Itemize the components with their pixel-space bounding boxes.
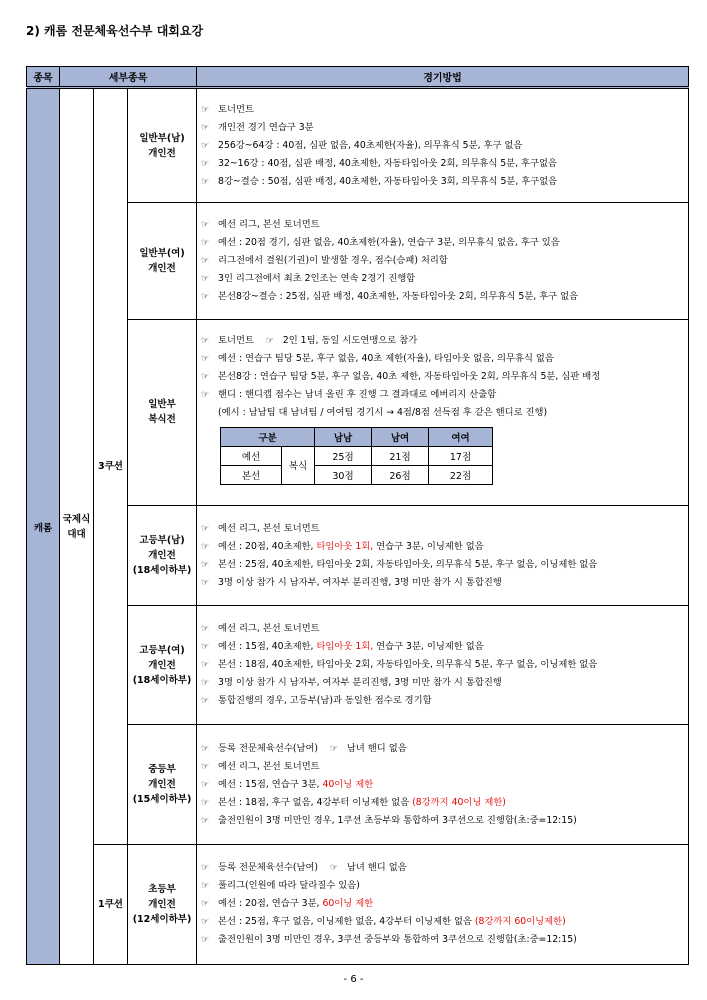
pointing-hand-icon: ☞ <box>201 559 210 570</box>
category-cell: 초등부 개인전 (12세이하부) <box>128 844 197 964</box>
list-item: ☞ 본선 : 25점, 후구 없음, 이닝제한 없음, 4강부터 이닝제한 없음 (8강까지 60이닝제한) <box>201 913 688 931</box>
method-cell <box>197 725 689 844</box>
list-item: ☞ 3인 리그전에서 최초 2인조는 연속 2경기 진행함 <box>201 270 688 288</box>
page-number: - 6 - <box>343 974 364 985</box>
pointing-hand-icon: ☞ <box>329 863 338 874</box>
pointing-hand-icon: ☞ <box>201 237 210 248</box>
list-item: ☞ 토너먼트 ☞ 2인 1팀, 동일 시도연맹으로 참가 <box>201 332 688 350</box>
handicap-value: 25점 <box>315 446 372 465</box>
list-item: ☞ 256강~64강 : 40점, 심판 없음, 40초제한(자율), 의무휴식 5분, 후구 없음 <box>201 137 688 155</box>
pointing-hand-icon: ☞ <box>265 335 274 346</box>
pointing-hand-icon: ☞ <box>201 917 210 928</box>
pointing-hand-icon: ☞ <box>201 219 210 230</box>
list-item: ☞ 예선 : 15점, 40초제한, 타임아웃 1회, 연습구 3분, 이닝제한 없음 <box>201 638 688 656</box>
handicap-value: 17점 <box>429 446 493 465</box>
pointing-hand-icon: ☞ <box>201 335 210 346</box>
list-item: ☞ 핸디 : 핸디캡 점수는 남녀 올린 후 진행 그 결과대로 에버리지 산출함 <box>201 386 688 404</box>
list-item: ☞ 출전인원이 3명 미만인 경우, 3쿠션 중등부와 통합하여 3쿠션으로 진행함(초:중=12:15) <box>201 931 688 949</box>
pointing-hand-icon: ☞ <box>201 353 210 364</box>
list-item: ☞ 개인전 경기 연습구 3분 <box>201 119 688 137</box>
list-item: ☞ 예선 리그, 본선 토너먼트 <box>201 758 688 776</box>
division-cell: 국제식 대대 <box>60 88 94 965</box>
list-item: ☞ 32~16강 : 40점, 심판 배정, 40초제한, 자동타임아웃 2회, 의무휴식 5분, 후구없음 <box>201 155 688 173</box>
pointing-hand-icon: ☞ <box>201 140 210 151</box>
pointing-hand-icon: ☞ <box>201 624 210 635</box>
method-cell <box>197 88 689 203</box>
handicap-value: 26점 <box>372 465 429 484</box>
category-cell: 고등부(남) 개인전 (18세이하부) <box>128 505 197 605</box>
pointing-hand-icon: ☞ <box>329 743 338 754</box>
table-header-row <box>27 67 689 88</box>
handicap-row-label: 본선 <box>221 465 282 484</box>
pointing-hand-icon: ☞ <box>201 863 210 874</box>
list-item: (예시 : 남남팀 대 남녀팀 / 여여팀 경기시 → 4점/8점 선득점 후 같은 핸디로 진행) <box>218 406 548 418</box>
list-item: ☞ 예선 : 20점 경기, 심판 없음, 40초제한(자율), 연습구 3분, 의무휴식 없음, 후구 있음 <box>201 234 688 252</box>
pointing-hand-icon: ☞ <box>201 104 210 115</box>
list-item: ☞ 예선 리그, 본선 토너먼트 <box>201 520 688 538</box>
sport-cell: 캐롬 <box>27 88 60 965</box>
header-subevent: 세부종목 <box>60 67 197 88</box>
pointing-hand-icon: ☞ <box>201 389 210 400</box>
pointing-hand-icon: ☞ <box>201 577 210 588</box>
table-row <box>27 844 689 964</box>
header-method: 경기방법 <box>197 67 689 88</box>
pointing-hand-icon: ☞ <box>201 541 210 552</box>
handicap-table <box>220 427 493 485</box>
handicap-value: 22점 <box>429 465 493 484</box>
list-item: ☞ 통합진행의 경우, 고등부(남)과 동일한 점수로 경기함 <box>201 692 688 710</box>
pointing-hand-icon: ☞ <box>201 678 210 689</box>
list-item: ☞ 예선 : 20점, 40초제한, 타임아웃 1회, 연습구 3분, 이닝제한 없음 <box>201 538 688 556</box>
handicap-value: 30점 <box>315 465 372 484</box>
pointing-hand-icon: ☞ <box>201 935 210 946</box>
category-cell: 일반부(여) 개인전 <box>128 203 197 319</box>
pointing-hand-icon: ☞ <box>201 122 210 133</box>
competition-rules-table <box>26 66 689 965</box>
method-cell <box>197 319 689 505</box>
pointing-hand-icon: ☞ <box>201 743 210 754</box>
page-title: 2) 캐롬 전문체육선수부 대회요강 <box>26 24 204 38</box>
pointing-hand-icon: ☞ <box>201 779 210 790</box>
list-item: ☞ 본선 : 25점, 40초제한, 타임아웃 2회, 자동타임아웃, 의무휴식 5분, 후구 없음, 이닝제한 없음 <box>201 556 688 574</box>
pointing-hand-icon: ☞ <box>201 523 210 534</box>
pointing-hand-icon: ☞ <box>201 273 210 284</box>
list-item: ☞ 토너먼트 <box>201 101 688 119</box>
list-item: ☞ 리그전에서 결원(기권)이 발생할 경우, 점수(승패) 처리함 <box>201 252 688 270</box>
cushion1-cell: 1쿠션 <box>94 844 128 964</box>
list-item: ☞ 예선 리그, 본선 토너먼트 <box>201 620 688 638</box>
list-item: ☞ 예선 : 15점, 연습구 3분, 40이닝 제한 <box>201 776 688 794</box>
pointing-hand-icon: ☞ <box>201 881 210 892</box>
pointing-hand-icon: ☞ <box>201 255 210 266</box>
category-cell: 일반부(남) 개인전 <box>128 88 197 203</box>
list-item: ☞ 출전인원이 3명 미만인 경우, 1쿠션 초등부와 통합하여 3쿠션으로 진행함(초:중=12:15) <box>201 812 688 830</box>
pointing-hand-icon: ☞ <box>201 761 210 772</box>
pointing-hand-icon: ☞ <box>201 371 210 382</box>
handicap-header: 여여 <box>429 427 493 446</box>
header-sport: 종목 <box>27 67 60 88</box>
handicap-row-label: 예선 <box>221 446 282 465</box>
list-item: ☞ 3명 이상 참가 시 남자부, 여자부 분리진행, 3명 미만 참가 시 통합진행 <box>201 574 688 592</box>
list-item: ☞ 예선 : 20점, 연습구 3분, 60이닝 제한 <box>201 895 688 913</box>
list-item: ☞ 예선 리그, 본선 토너먼트 <box>201 216 688 234</box>
pointing-hand-icon: ☞ <box>201 899 210 910</box>
table-row <box>27 88 689 203</box>
list-item: ☞ 본선8강~결승 : 25점, 심판 배정, 40초제한, 자동타임아웃 2회, 의무휴식 5분, 후구 없음 <box>201 288 688 306</box>
pointing-hand-icon: ☞ <box>201 291 210 302</box>
list-item: ☞ 등록 전문체육선수(남여) ☞ 남녀 핸디 없음 <box>201 859 688 877</box>
list-item: ☞ 3명 이상 참가 시 남자부, 여자부 분리진행, 3명 미만 참가 시 통합진행 <box>201 674 688 692</box>
list-item: ☞ 풀리그(인원에 따라 달라질수 있음) <box>201 877 688 895</box>
method-cell <box>197 606 689 725</box>
handicap-header: 남남 <box>315 427 372 446</box>
method-cell <box>197 844 689 964</box>
pointing-hand-icon: ☞ <box>201 797 210 808</box>
handicap-header: 구분 <box>221 427 315 446</box>
list-item: ☞ 등록 전문체육선수(남여) ☞ 남녀 핸디 없음 <box>201 740 688 758</box>
pointing-hand-icon: ☞ <box>201 660 210 671</box>
pointing-hand-icon: ☞ <box>201 158 210 169</box>
list-item: ☞ 예선 : 연습구 팀당 5분, 후구 없음, 40초 제한(자율), 타임아웃 없음, 의무휴식 없음 <box>201 350 688 368</box>
category-cell: 고등부(여) 개인전 (18세이하부) <box>128 606 197 725</box>
handicap-mid-label: 복식 <box>282 446 315 484</box>
category-cell: 일반부 복식전 <box>128 319 197 505</box>
handicap-header: 남여 <box>372 427 429 446</box>
handicap-value: 21점 <box>372 446 429 465</box>
category-cell: 중등부 개인전 (15세이하부) <box>128 725 197 844</box>
cushion3-cell: 3쿠션 <box>94 88 128 845</box>
pointing-hand-icon: ☞ <box>201 696 210 707</box>
pointing-hand-icon: ☞ <box>201 176 210 187</box>
pointing-hand-icon: ☞ <box>201 642 210 653</box>
method-cell <box>197 505 689 605</box>
list-item: ☞ 본선 : 18점, 40초제한, 타임아웃 2회, 자동타임아웃, 의무휴식 5분, 후구 없음, 이닝제한 없음 <box>201 656 688 674</box>
method-cell <box>197 203 689 319</box>
list-item: ☞ 8강~결승 : 50점, 심판 배정, 40초제한, 자동타임아웃 3회, 의무휴식 5분, 후구없음 <box>201 173 688 191</box>
list-item: ☞ 본선 : 18점, 후구 없음, 4강부터 이닝제한 없음 (8강까지 40이닝 제한) <box>201 794 688 812</box>
list-item: ☞ 본선8강 : 연습구 팀당 5분, 후구 없음, 40초 제한, 자동타임아웃 2회, 의무휴식 5분, 심판 배정 <box>201 368 688 386</box>
pointing-hand-icon: ☞ <box>201 815 210 826</box>
